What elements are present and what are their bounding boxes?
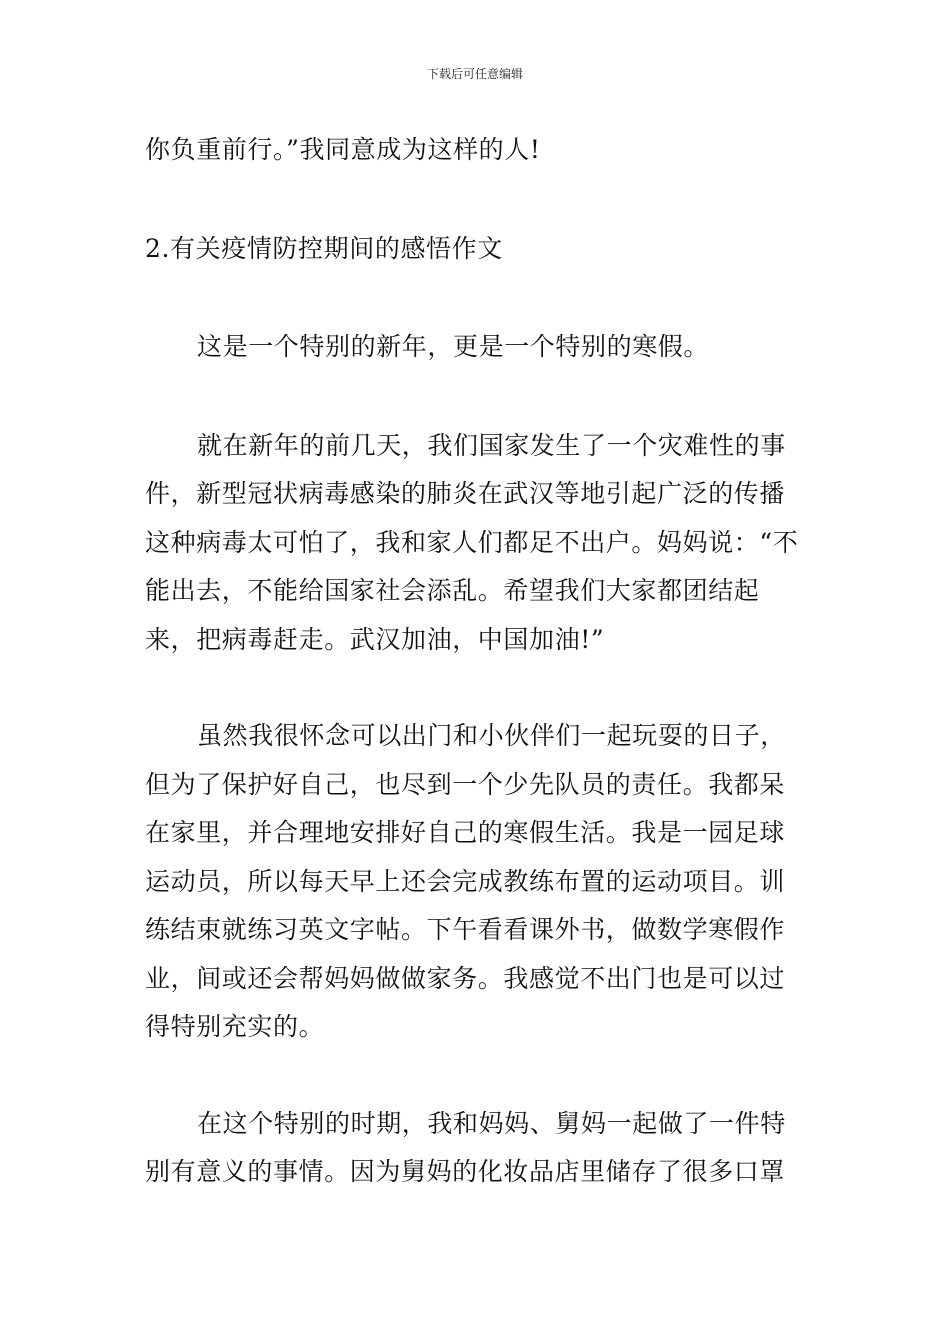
spacer <box>145 664 810 712</box>
spacer <box>145 1052 810 1100</box>
paragraph: 就在新年的前几天，我们国家发生了一个灾难性的事件，新型冠状病毒感染的肺炎在武汉等地引起广泛的传播这种病毒太可怕了，我和家人们都足不出户。妈妈说：“不能出去，不能给国家社会添乱。希望我们大家都团结起来，把病毒赶走。武汉加油，中国加油!” <box>145 430 799 654</box>
paragraph: 这是一个特别的新年，更是一个特别的寒假。 <box>197 332 710 361</box>
continuation-text: 你负重前行。”我同意成为这样的人! <box>145 135 541 164</box>
paragraph: 虽然我很怀念可以出门和小伙伴们一起玩耍的日子，但为了保护好自己，也尽到一个少先队员的责任。我都呆在家里，并合理地安排好自己的寒假生活。我是一园足球运动员，所以每天早上还会完成教练布置的运动项目。训练结束就练习英文字帖。下午看看课外书，做数学寒假作业，间或还会帮妈妈做做家务。我感觉不出门也是可以过得特别充实的。 <box>145 721 786 1041</box>
document-body <box>145 126 810 1197</box>
section-title: 2.有关疫情防控期间的感悟作文 <box>145 233 503 263</box>
page-header-note: 下载后可任意编辑 <box>426 67 523 81</box>
spacer <box>145 372 810 422</box>
paragraph: 在这个特别的时期，我和妈妈、舅妈一起做了一件特别有意义的事情。因为舅妈的化妆品店里储存了很多口罩 <box>145 1108 786 1186</box>
spacer <box>145 273 810 323</box>
spacer <box>145 175 810 225</box>
